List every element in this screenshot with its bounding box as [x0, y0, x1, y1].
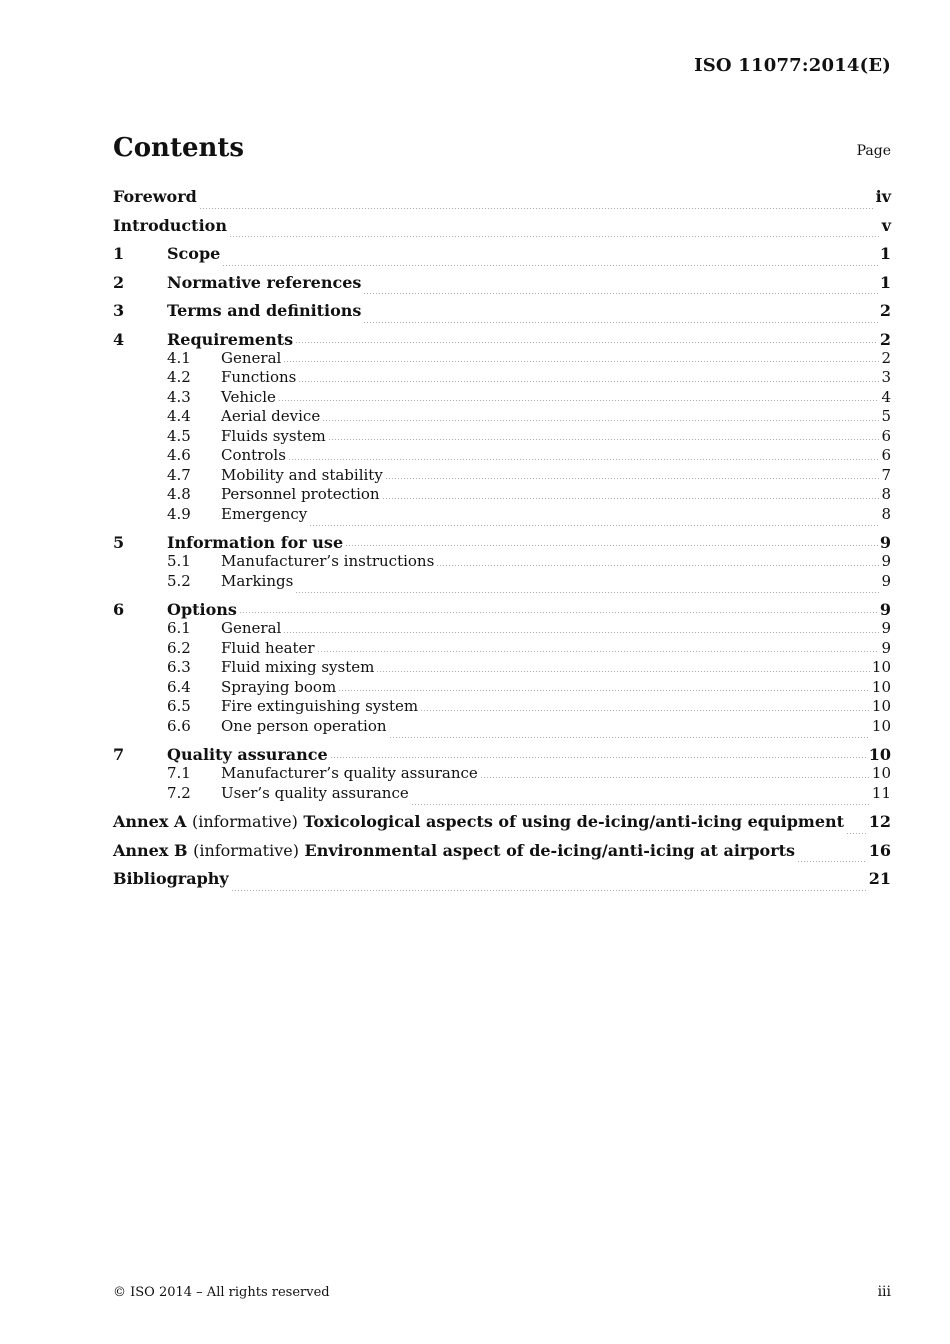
toc-subentry-5-2[interactable]	[113, 572, 891, 600]
toc-entry-number: 6.1	[167, 619, 191, 637]
toc-subentry-6-5[interactable]	[113, 697, 891, 717]
dot-leader	[330, 757, 867, 758]
toc-entry-title: Terms and definitions	[167, 301, 362, 320]
dot-leader	[436, 565, 879, 566]
toc-subentry-4-1[interactable]	[113, 349, 891, 369]
toc-subentry-4-7[interactable]	[113, 466, 891, 486]
toc-entry-title: Normative references	[167, 272, 362, 292]
toc-entry-page: 10	[868, 745, 891, 764]
toc-subentry-4-8[interactable]	[113, 485, 891, 505]
dot-leader	[222, 265, 878, 266]
toc-entry-title: Personnel protection	[221, 485, 380, 503]
toc-entry-title: Requirements	[167, 329, 294, 349]
toc-entry-title: Spraying boom	[221, 677, 337, 696]
toc-entry-number: 4.2	[167, 368, 191, 386]
toc-subentry-6-1[interactable]	[113, 619, 891, 639]
table-of-contents	[113, 186, 891, 897]
toc-entry-page: 2	[881, 348, 891, 367]
toc-entry-page: 2	[879, 301, 891, 320]
dot-leader	[363, 322, 877, 323]
toc-entry-page: 16	[868, 840, 891, 860]
toc-entry-number: 7	[113, 745, 125, 764]
toc-entry-page: 9	[881, 638, 891, 657]
toc-entry-page: 10	[871, 764, 891, 782]
annex-type: (informative)	[191, 812, 298, 831]
toc-entry-number: 4.1	[167, 348, 191, 367]
toc-entry-title: General	[221, 619, 282, 637]
toc-subentry-4-4[interactable]	[113, 407, 891, 427]
dot-leader	[363, 293, 877, 294]
toc-entry-number: 6.5	[167, 697, 191, 715]
toc-entry-title: Fire extinguishing system	[221, 697, 419, 715]
toc-entry-page: 4	[881, 387, 891, 406]
toc-entry-number: 6.2	[167, 638, 191, 657]
toc-entry-title: Fluid mixing system	[221, 658, 375, 676]
dot-leader	[298, 381, 879, 382]
toc-entry-title: General	[221, 348, 282, 367]
toc-entry-page: 8	[881, 485, 891, 503]
toc-entry-page: 2	[879, 329, 891, 349]
toc-entry-page: 9	[881, 619, 891, 637]
toc-entry-page: 7	[881, 465, 891, 484]
toc-entry-title: Fluids system	[221, 426, 326, 445]
toc-entry-title: Mobility and stability	[221, 465, 383, 484]
toc-entry-title: User’s quality assurance	[221, 783, 409, 802]
dot-leader	[846, 833, 867, 834]
toc-entry-introduction[interactable]	[113, 215, 891, 244]
toc-entry-title: Aerial device	[221, 407, 321, 425]
toc-entry-page: 10	[871, 697, 891, 715]
dot-leader	[385, 478, 880, 479]
toc-entry-annex-a[interactable]	[113, 811, 891, 840]
toc-entry-number: 5	[113, 533, 125, 552]
toc-entry-page: 10	[871, 658, 891, 676]
annex-type: (informative)	[193, 840, 299, 860]
toc-entry-number: 4.7	[167, 465, 191, 484]
toc-entry-page: 3	[881, 368, 891, 386]
toc-entry-clause-5[interactable]	[113, 532, 891, 552]
toc-subentry-4-2[interactable]	[113, 368, 891, 388]
dot-leader	[199, 208, 874, 209]
dot-leader	[229, 236, 880, 237]
toc-entry-page: v	[881, 215, 891, 235]
toc-entry-title: One person operation	[221, 716, 387, 735]
dot-leader	[283, 361, 879, 362]
toc-subentry-6-6[interactable]	[113, 717, 891, 745]
toc-subentry-5-1[interactable]	[113, 552, 891, 572]
toc-entry-foreword[interactable]	[113, 186, 891, 215]
dot-leader	[797, 861, 867, 862]
toc-subentry-4-6[interactable]	[113, 446, 891, 466]
toc-entry-title: Vehicle	[221, 387, 276, 406]
footer-page-number: iii	[877, 1284, 891, 1300]
toc-subentry-4-5[interactable]	[113, 427, 891, 447]
toc-entry-title: Markings	[221, 571, 294, 590]
dot-leader	[376, 671, 870, 672]
page-column-label: Page	[856, 143, 891, 159]
toc-entry-number: 4	[113, 329, 125, 349]
toc-entry-title: Fluid heater	[221, 638, 315, 657]
dot-leader	[420, 710, 870, 711]
dot-leader	[338, 690, 870, 691]
dot-leader	[239, 612, 878, 613]
toc-entry-clause-1[interactable]	[113, 243, 891, 272]
toc-entry-page: 11	[871, 783, 891, 802]
dot-leader	[411, 804, 870, 805]
toc-subentry-6-4[interactable]	[113, 678, 891, 698]
toc-entry-bibliography[interactable]	[113, 868, 891, 897]
toc-entry-number: 7.2	[167, 783, 191, 802]
toc-entry-page: 9	[881, 552, 891, 570]
toc-entry-number: 7.1	[167, 764, 191, 782]
toc-entry-page: 1	[879, 272, 891, 292]
toc-entry-page: 21	[868, 869, 891, 888]
toc-entry-title: Bibliography	[113, 869, 229, 888]
toc-entry-page: 5	[881, 407, 891, 425]
toc-entry-number: 6.3	[167, 658, 191, 676]
toc-entry-number: 4.6	[167, 446, 191, 464]
toc-entry-number: 4.3	[167, 387, 191, 406]
toc-entry-annex-b[interactable]	[113, 840, 891, 869]
toc-entry-clause-4[interactable]	[113, 329, 891, 349]
toc-entry-number: 3	[113, 301, 125, 320]
toc-entry-number: 6.6	[167, 716, 191, 735]
toc-entry-number: 6	[113, 600, 125, 619]
annex-label: Annex A	[113, 812, 187, 831]
dot-leader	[283, 632, 879, 633]
dot-leader	[480, 777, 870, 778]
toc-entry-page: 8	[881, 504, 891, 523]
dot-leader	[328, 439, 880, 440]
toc-subentry-7-2[interactable]	[113, 784, 891, 812]
toc-subentry-6-2[interactable]	[113, 639, 891, 659]
dot-leader	[317, 651, 880, 652]
toc-entry-title	[113, 840, 795, 861]
toc-subentry-4-9[interactable]	[113, 505, 891, 533]
annex-label: Annex B	[113, 840, 188, 860]
toc-entry-title: Options	[167, 600, 237, 619]
toc-entry-number: 1	[113, 244, 125, 263]
toc-entry-page: 9	[881, 571, 891, 590]
toc-entry-number: 4.5	[167, 426, 191, 445]
toc-subentry-4-3[interactable]	[113, 388, 891, 408]
dot-leader	[231, 890, 867, 891]
toc-entry-clause-2[interactable]	[113, 272, 891, 301]
toc-entry-title: Controls	[221, 446, 286, 464]
toc-entry-page: 6	[881, 426, 891, 445]
toc-entry-page: 9	[879, 600, 891, 619]
toc-entry-title: Emergency	[221, 504, 308, 523]
dot-leader	[309, 525, 879, 526]
toc-entry-page: 10	[871, 677, 891, 696]
toc-entry-title: Functions	[221, 368, 297, 386]
page-title: Contents	[113, 133, 245, 163]
toc-entry-title: Manufacturer’s quality assurance	[221, 764, 478, 782]
dot-leader	[295, 592, 879, 593]
toc-entry-page: 10	[871, 716, 891, 735]
toc-entry-page: 9	[879, 533, 891, 552]
annex-title: Toxicological aspects of using de-icing/anti-icing equipment	[303, 812, 845, 831]
toc-entry-number: 4.8	[167, 485, 191, 503]
dot-leader	[389, 737, 870, 738]
toc-entry-title: Foreword	[113, 187, 197, 206]
toc-entry-number: 2	[113, 272, 125, 292]
toc-entry-page: iv	[875, 187, 891, 206]
toc-subentry-6-3[interactable]	[113, 658, 891, 678]
toc-entry-number: 4.9	[167, 504, 191, 523]
toc-entry-page: 6	[881, 446, 891, 464]
toc-entry-title	[113, 811, 844, 832]
toc-entry-number: 5.1	[167, 552, 191, 570]
annex-title: Environmental aspect of de-icing/anti-icing at airports	[304, 840, 796, 860]
toc-entry-title: Introduction	[113, 215, 227, 235]
dot-leader	[345, 545, 878, 546]
dot-leader	[322, 420, 879, 421]
toc-entry-title: Quality assurance	[167, 745, 328, 764]
footer-copyright: © ISO 2014 – All rights reserved	[113, 1285, 330, 1300]
toc-entry-number: 6.4	[167, 677, 191, 696]
dot-leader	[288, 459, 880, 460]
toc-entry-page: 12	[868, 812, 891, 831]
document-identifier: ISO 11077:2014(E)	[694, 55, 891, 76]
toc-entry-title: Scope	[167, 244, 221, 263]
toc-entry-clause-6[interactable]	[113, 599, 891, 619]
toc-entry-clause-7[interactable]	[113, 744, 891, 764]
toc-entry-clause-3[interactable]	[113, 300, 891, 329]
toc-entry-page: 1	[879, 244, 891, 263]
toc-entry-title: Manufacturer’s instructions	[221, 552, 435, 570]
toc-subentry-7-1[interactable]	[113, 764, 891, 784]
dot-leader	[278, 400, 880, 401]
dot-leader	[382, 498, 880, 499]
toc-entry-number: 5.2	[167, 571, 191, 590]
dot-leader	[295, 342, 878, 343]
toc-entry-number: 4.4	[167, 407, 191, 425]
toc-entry-title: Information for use	[167, 533, 344, 552]
